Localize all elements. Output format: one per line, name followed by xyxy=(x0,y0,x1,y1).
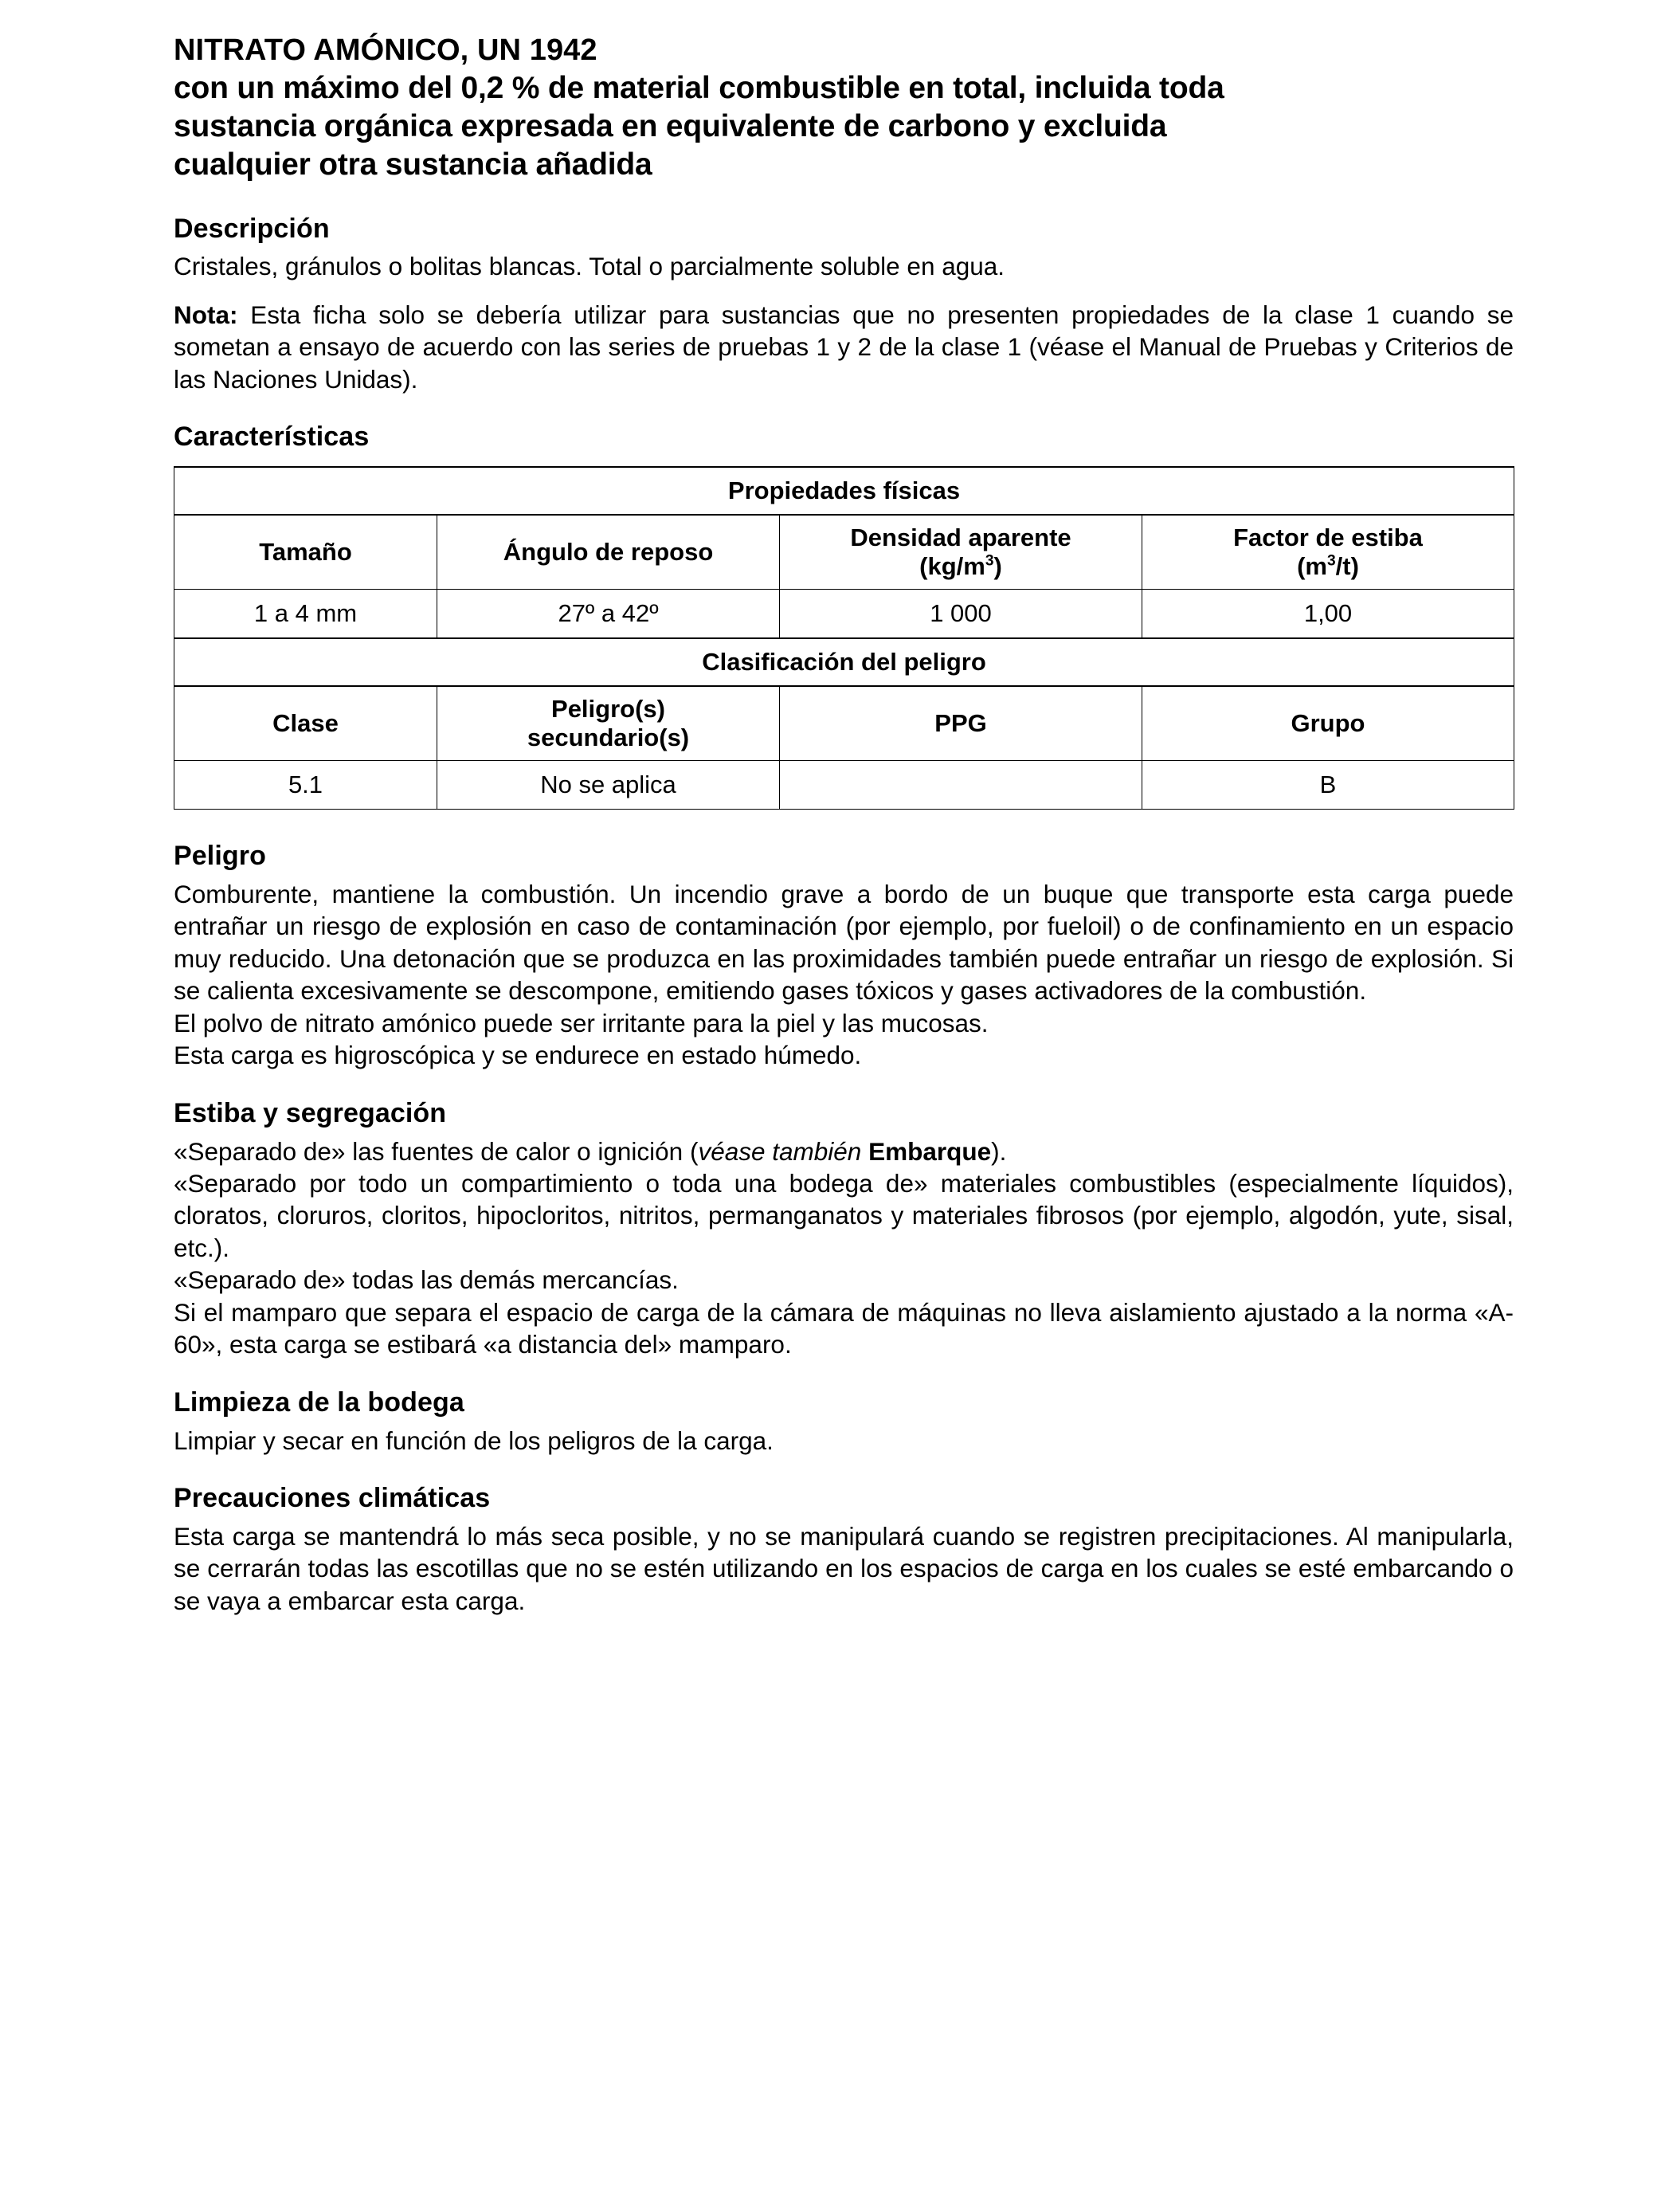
header-subsidiary-hazards xyxy=(437,686,780,761)
estiba-paragraph-4: Si el mamparo que separa el espacio de carga de la cámara de máquinas no lleva aislamiento ajustado a la norma «A-60», esta carga se estibará «a distancia del» mamparo. xyxy=(174,1297,1514,1359)
table-row-physical-band xyxy=(174,467,1514,515)
peligro-paragraph-3: Esta carga es higroscópica y se endurece en estado húmedo. xyxy=(174,1041,862,1070)
estiba-p1-italic: véase también xyxy=(698,1136,869,1166)
spacer xyxy=(174,184,1514,213)
spacer xyxy=(174,1457,1514,1482)
table-row-physical-headers xyxy=(174,515,1514,590)
physical-properties-band: Propiedades físicas xyxy=(174,467,1514,515)
header-bulk-density-line-2 xyxy=(780,552,1142,581)
spacer xyxy=(174,245,1514,250)
estiba-paragraph-1 xyxy=(174,1135,1514,1167)
heading-precauciones-climaticas: Precauciones climáticas xyxy=(174,1483,491,1514)
density-unit-exponent: 3 xyxy=(985,552,994,570)
header-subsidiary-line-2: secundario(s) xyxy=(527,724,690,752)
heading-descripcion: Descripción xyxy=(174,213,330,244)
note-text: Esta ficha solo se debería utilizar para sustancias que no presenten propiedades de la clase 1 cuando se sometan a ensayo de acuerdo con las series de pruebas 1 y 2 de la clase 1 (véase el Manual de Pruebas y Criterios de las Naciones Unidas). xyxy=(174,300,1514,394)
value-class: 5.1 xyxy=(174,761,437,810)
estiba-p1-pre: «Separado de» las fuentes de calor o ignición ( xyxy=(174,1136,699,1166)
title-line-3: sustancia orgánica expresada en equivalente de carbono y excluida xyxy=(174,108,1167,143)
characteristics-table xyxy=(174,466,1514,810)
value-angle-of-repose: 27º a 42º xyxy=(437,590,780,639)
estiba-p1-post: ). xyxy=(991,1136,1007,1166)
value-stowage-factor: 1,00 xyxy=(1142,590,1514,639)
spacer xyxy=(174,283,1514,299)
stowage-unit-exponent: 3 xyxy=(1326,552,1336,570)
heading-peligro: Peligro xyxy=(174,841,266,872)
descripcion-paragraph: Cristales, gránulos o bolitas blancas. Total o parcialmente soluble en agua. xyxy=(174,252,1005,281)
table-row-physical-values xyxy=(174,590,1514,639)
page-content xyxy=(174,32,1514,1617)
title-line-2: con un máximo del 0,2 % de material combustible en total, incluida toda xyxy=(174,70,1224,105)
header-subsidiary-line-1: Peligro(s) xyxy=(551,695,665,724)
spacer xyxy=(174,1130,1514,1135)
value-size: 1 a 4 mm xyxy=(174,590,437,639)
title-line-1: NITRATO AMÓNICO, UN 1942 xyxy=(174,33,597,67)
header-bulk-density-line-1: Densidad aparente xyxy=(850,524,1071,552)
value-subsidiary-hazards: No se aplica xyxy=(437,761,780,810)
stowage-unit-pre: (m xyxy=(1297,552,1327,581)
density-unit-post: ) xyxy=(993,552,1002,581)
heading-estiba-y-segregacion: Estiba y segregación xyxy=(174,1097,447,1128)
title-line-4: cualquier otra sustancia añadida xyxy=(174,147,652,182)
heading-caracteristicas: Características xyxy=(174,422,370,453)
page-title xyxy=(174,32,1514,184)
header-class: Clase xyxy=(174,686,437,761)
limpieza-paragraph: Limpiar y secar en función de los peligros de la carga. xyxy=(174,1426,774,1455)
value-bulk-density: 1 000 xyxy=(780,590,1142,639)
header-bulk-density xyxy=(780,515,1142,590)
spacer xyxy=(174,453,1514,466)
header-stowage-factor xyxy=(1142,515,1514,590)
value-ppg xyxy=(780,761,1142,810)
note-label: Nota: xyxy=(174,300,238,329)
header-stowage-factor-line-1: Factor de estiba xyxy=(1233,524,1423,552)
spacer xyxy=(174,1419,1514,1425)
spacer xyxy=(174,395,1514,421)
peligro-paragraph-1: Comburente, mantiene la combustión. Un incendio grave a bordo de un buque que transporte esta carga puede entrañar un riesgo de explosión en caso de contaminación (por ejemplo, por fueloil) o de confinamiento en un espacio muy reducido. Una detonación que se produzca en las proximidades también puede entrañar un riesgo de explosión. Si se calienta excesivamente se descompone, emitiendo gases tóxicos y gases activadores de la combustión. xyxy=(174,879,1514,1006)
table-row-hazard-band xyxy=(174,638,1514,686)
stowage-unit-post: /t) xyxy=(1335,552,1359,581)
value-group: B xyxy=(1142,761,1514,810)
heading-limpieza-de-la-bodega: Limpieza de la bodega xyxy=(174,1386,464,1418)
peligro-paragraph-2: El polvo de nitrato amónico puede ser irritante para la piel y las mucosas. xyxy=(174,1008,989,1037)
table-row-hazard-headers xyxy=(174,686,1514,761)
header-stowage-factor-line-2 xyxy=(1142,552,1514,581)
hazard-classification-band: Clasificación del peligro xyxy=(174,638,1514,686)
header-group: Grupo xyxy=(1142,686,1514,761)
header-ppg: PPG xyxy=(780,686,1142,761)
table-row-hazard-values xyxy=(174,761,1514,810)
header-size: Tamaño xyxy=(174,515,437,590)
density-unit-pre: (kg/m xyxy=(919,552,985,581)
estiba-paragraph-2: «Separado por todo un compartimiento o toda una bodega de» materiales combustibles (especialmente líquidos), cloratos, cloruros, cloritos, hipocloritos, nitritos, permanganatos y materiales fibrosos (por ejemplo, algodón, yute, sisal, etc.). xyxy=(174,1168,1514,1262)
spacer xyxy=(174,810,1514,840)
precauciones-paragraph: Esta carga se mantendrá lo más seca posible, y no se manipulará cuando se registren precipitaciones. Al manipularla, se cerrarán todas las escotillas que no se estén utilizando en los espacios de carga en los cuales se esté embarcando o se vaya a embarcar esta carga. xyxy=(174,1521,1514,1615)
spacer xyxy=(174,1072,1514,1097)
spacer xyxy=(174,1361,1514,1386)
estiba-paragraph-3: «Separado de» todas las demás mercancías. xyxy=(174,1265,679,1295)
estiba-p1-bold: Embarque xyxy=(868,1136,992,1166)
header-angle-of-repose: Ángulo de reposo xyxy=(437,515,780,590)
descripcion-note xyxy=(174,299,1514,395)
spacer xyxy=(174,1515,1514,1520)
spacer xyxy=(174,873,1514,878)
